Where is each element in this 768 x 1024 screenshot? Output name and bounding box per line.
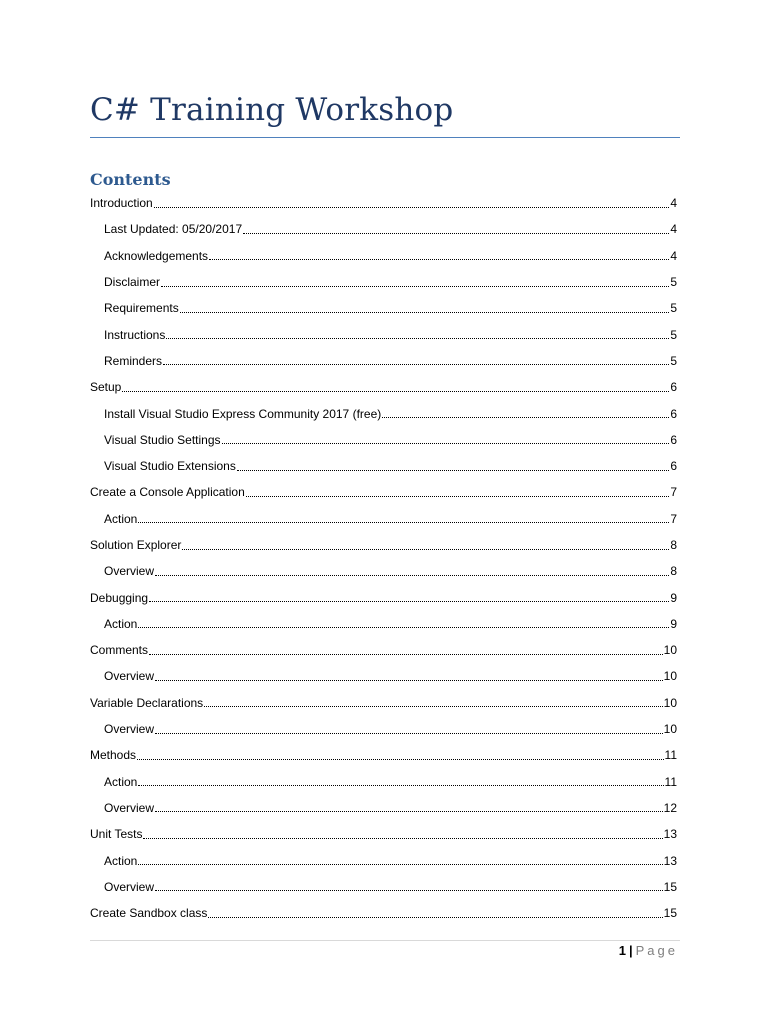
footer-page-label: Page xyxy=(635,943,678,958)
page-title: C# Training Workshop xyxy=(90,92,454,128)
toc-dot-leader xyxy=(222,443,670,444)
toc-entry-title: Requirements xyxy=(104,301,179,316)
toc-page-number: 7 xyxy=(670,485,677,500)
toc-entry[interactable] xyxy=(90,479,677,505)
toc-entry[interactable] xyxy=(90,795,677,821)
toc-entry[interactable] xyxy=(90,847,677,873)
toc-page-number: 5 xyxy=(670,301,677,316)
toc-entry-title: Overview xyxy=(104,722,155,737)
page-footer xyxy=(619,943,678,958)
toc-entry[interactable] xyxy=(90,584,677,610)
toc-entry[interactable] xyxy=(90,295,677,321)
footer-divider xyxy=(90,940,680,941)
toc-entry-title: Variable Declarations xyxy=(90,695,204,710)
toc-entry[interactable] xyxy=(90,900,677,926)
toc-page-number: 4 xyxy=(670,248,677,263)
toc-entry-title: Visual Studio Extensions xyxy=(104,459,236,474)
toc-dot-leader xyxy=(237,470,669,471)
toc-entry[interactable] xyxy=(90,716,677,742)
toc-entry-title: Introduction xyxy=(90,196,153,211)
toc-dot-leader xyxy=(143,838,662,839)
toc-page-number: 7 xyxy=(670,511,677,526)
toc-page-number: 10 xyxy=(663,722,677,737)
toc-entry[interactable] xyxy=(90,400,677,426)
toc-entry-title: Comments xyxy=(90,643,149,658)
toc-entry[interactable] xyxy=(90,427,677,453)
toc-entry-title: Methods xyxy=(90,748,137,763)
toc-page-number: 8 xyxy=(670,564,677,579)
toc-dot-leader xyxy=(149,601,669,602)
toc-dot-leader xyxy=(155,733,663,734)
toc-dot-leader xyxy=(243,233,669,234)
toc-page-number: 8 xyxy=(670,538,677,552)
toc-entry-title: Overview xyxy=(104,879,155,894)
toc-dot-leader xyxy=(180,312,670,313)
toc-entry[interactable] xyxy=(90,216,677,242)
footer-page-number: 1 xyxy=(618,943,626,958)
toc-entry-title: Create a Console Application xyxy=(90,485,245,500)
toc-entry[interactable] xyxy=(90,821,677,847)
toc-dot-leader xyxy=(155,890,663,891)
toc-page-number: 10 xyxy=(663,695,677,710)
toc-entry[interactable] xyxy=(90,321,677,347)
toc-page-number: 11 xyxy=(664,748,677,763)
toc-entry-title: Action xyxy=(104,511,138,526)
toc-dot-leader xyxy=(154,207,670,208)
toc-dot-leader xyxy=(166,338,669,339)
toc-dot-leader xyxy=(122,391,669,392)
toc-dot-leader xyxy=(209,259,669,260)
toc-entry-title: Debugging xyxy=(90,590,149,605)
toc-dot-leader xyxy=(137,759,664,760)
toc-entry-title: Overview xyxy=(104,800,155,815)
toc-page-number: 15 xyxy=(663,879,677,894)
toc-dot-leader xyxy=(138,785,663,786)
toc-dot-leader xyxy=(204,706,662,707)
toc-entry-title: Create Sandbox class xyxy=(90,906,208,921)
toc-entry[interactable] xyxy=(90,769,677,795)
toc-entry-title: Acknowledgements xyxy=(104,248,209,263)
toc-entry-title: Install Visual Studio Express Community 2017 (free) xyxy=(104,406,382,421)
toc-entry-title: Solution Explorer xyxy=(90,538,182,552)
toc-entry[interactable] xyxy=(90,243,677,269)
toc-entry[interactable] xyxy=(90,742,677,768)
toc-entry-title: Last Updated: 05/20/2017 xyxy=(104,222,243,237)
toc-dot-leader xyxy=(246,496,670,497)
toc-page-number: 6 xyxy=(670,432,677,447)
toc-dot-leader xyxy=(163,364,669,365)
toc-page-number: 9 xyxy=(670,616,677,631)
toc-entry[interactable] xyxy=(90,506,677,532)
toc-entry[interactable] xyxy=(90,269,677,295)
toc-dot-leader xyxy=(208,917,662,918)
toc-entry-title: Disclaimer xyxy=(104,275,161,290)
footer-separator: | xyxy=(628,943,633,958)
toc-dot-leader xyxy=(138,627,669,628)
toc-page-number: 11 xyxy=(664,774,677,789)
toc-entry-title: Setup xyxy=(90,380,122,395)
toc-page-number: 6 xyxy=(670,380,677,395)
toc-page-number: 4 xyxy=(670,222,677,237)
toc-entry-title: Instructions xyxy=(104,327,166,342)
toc-entry[interactable] xyxy=(90,611,677,637)
toc-dot-leader xyxy=(155,575,669,576)
toc-page-number: 9 xyxy=(670,590,677,605)
toc-page-number: 13 xyxy=(663,853,677,868)
table-of-contents xyxy=(90,190,677,926)
toc-entry[interactable] xyxy=(90,190,677,216)
toc-page-number: 13 xyxy=(663,827,677,842)
toc-page-number: 12 xyxy=(663,800,677,815)
toc-entry[interactable] xyxy=(90,663,677,689)
toc-entry[interactable] xyxy=(90,637,677,663)
toc-entry-title: Action xyxy=(104,853,138,868)
toc-dot-leader xyxy=(155,680,663,681)
toc-entry[interactable] xyxy=(90,690,677,716)
toc-entry-title: Reminders xyxy=(104,353,163,368)
toc-entry[interactable] xyxy=(90,374,677,400)
toc-page-number: 5 xyxy=(670,327,677,342)
toc-dot-leader xyxy=(149,654,663,655)
toc-page-number: 10 xyxy=(663,643,677,658)
toc-entry-title: Unit Tests xyxy=(90,827,143,842)
toc-entry[interactable] xyxy=(90,453,677,479)
toc-page-number: 5 xyxy=(670,275,677,290)
toc-page-number: 15 xyxy=(663,906,677,921)
toc-entry-title: Overview xyxy=(104,564,155,579)
toc-page-number: 4 xyxy=(670,196,677,211)
toc-entry[interactable] xyxy=(90,532,677,558)
toc-page-number: 10 xyxy=(663,669,677,684)
toc-dot-leader xyxy=(382,417,669,418)
toc-entry-title: Overview xyxy=(104,669,155,684)
toc-dot-leader xyxy=(182,549,669,550)
toc-page-number: 6 xyxy=(670,406,677,421)
toc-entry-title: Action xyxy=(104,774,138,789)
toc-entry[interactable] xyxy=(90,558,677,584)
toc-entry-title: Action xyxy=(104,616,138,631)
toc-dot-leader xyxy=(161,286,669,287)
toc-page-number: 6 xyxy=(670,459,677,474)
toc-entry[interactable] xyxy=(90,348,677,374)
toc-dot-leader xyxy=(155,811,663,812)
toc-entry-title: Visual Studio Settings xyxy=(104,432,221,447)
toc-entry[interactable] xyxy=(90,874,677,900)
title-divider xyxy=(90,137,680,138)
toc-page-number: 5 xyxy=(670,353,677,368)
toc-dot-leader xyxy=(138,864,662,865)
contents-heading: Contents xyxy=(90,170,171,189)
toc-dot-leader xyxy=(138,522,669,523)
